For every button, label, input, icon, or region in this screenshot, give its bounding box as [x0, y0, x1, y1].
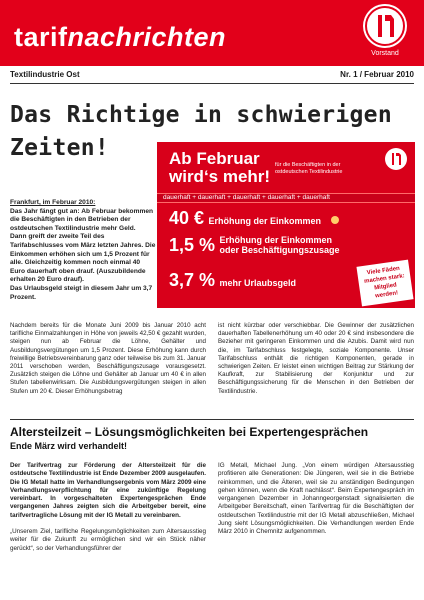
poster-title-line1: Ab Februar — [169, 149, 260, 168]
divider — [10, 83, 414, 84]
lead-text — [10, 199, 156, 302]
page-headline: Das Richtige in schwierigen Zeiten! — [10, 102, 392, 161]
masthead-title-part1: tarif — [14, 22, 68, 52]
poster-title — [169, 150, 270, 186]
body-column-left — [10, 322, 206, 396]
section-subtitle: Ende März wird verhandelt! — [10, 441, 128, 451]
body-column-left — [10, 462, 206, 553]
poster-item-1 — [169, 208, 339, 229]
section-label: Textilindustrie Ost — [10, 70, 80, 79]
poster-item-2-value: 1,5 % — [169, 235, 216, 255]
poster-item-3-text: mehr Urlaubsgeld — [219, 278, 297, 288]
masthead-banner — [0, 0, 424, 66]
poster-item-1-text: Erhöhung der Einkommen — [208, 216, 322, 226]
smiley-icon — [331, 216, 339, 224]
body-paragraph: IG Metall, Michael Jung. „Von einem würdigen Altersausstieg profitieren alle Generationen: Die Jüngeren, weil sie in die Betriebe reinkommen, und die Älteren, weil sie zu anständigen Bedingungen gehen können, wenn die Kraft nachlässt“. Beim Expertengespräch im vergangenen Dezember in Johanngeorgenstadt signalisierten die Arbeitgeber Bereitschaft, einen Tarifvertrag für die Beschäftigten der ostdeutschen Textilindustrie mit der IG Metall abzuschließen, Michael Jung sieht Lösungsmöglichkeiten. Die Verhandlungen werden Ende März 2010 in Chemnitz aufgenommen. — [218, 462, 414, 536]
article-body-2 — [10, 462, 414, 553]
campaign-poster — [157, 142, 415, 308]
poster-audience: für die Beschäftigten in der ostdeutschen Textilindustrie — [275, 162, 343, 175]
quote-paragraph: „Unserem Ziel, tarifliche Regelungsmöglichkeiten zum Altersausstieg weiter für die Zukunft zu ermöglichen sind wir ein Stück näher gerückt“, so der Verhandlungsführer der — [10, 528, 206, 552]
poster-item-1-value: 40 € — [169, 208, 205, 228]
masthead-title-part2: nachrichten — [67, 22, 227, 52]
poster-item-2-text-a: Erhöhung der Einkommen — [219, 235, 332, 245]
poster-logo-icon — [385, 148, 407, 170]
poster-item-2 — [169, 235, 340, 256]
lead-dateline: Frankfurt, im Februar 2010: — [10, 199, 96, 206]
issue-line — [10, 70, 414, 82]
section-title: Altersteilzeit – Lösungsmöglichkeiten bei Expertengesprächen — [10, 425, 369, 439]
membership-stamp: Viele Fäden machen stark: Mitglied werden! — [356, 260, 413, 307]
lead-paragraph: Dann greift der zweite Teil des Tarifabschlusses vom März letzten Jahres. Die Einkommen erhöhen sich um 1,5 Prozent für alle. Gleichzeitig kommen noch einmal 40 Euro dauerhaft oben drauf. (Auszubildende erhalten 20 Euro drauf). — [10, 233, 156, 284]
body-paragraph: ist nicht kürzbar oder verschiebbar. Die Gewinner der zusätzlichen dauerhaften Tabellenerhöhung um 40 oder 20 € sind insbesondere die Bezieher mit geringeren Einkommen und die Azubis. Damit wird nun die, im Tarifabschluss festgelegte, soziale Komponente. Unser Tarifabschluss enthält die richtigen Komponenten, gerade in schwierigen Zeiten. Er leistet einen wichtigen Beitrag zur Stärkung der Kaufkraft, zur Stabilisierung der Konjunktur und zur Beschäftigungssicherung für die Menschen in den Betrieben der Textilindustrie. — [218, 322, 414, 395]
poster-item-2-text-b: oder Beschäftigungszusage — [219, 245, 340, 255]
body-column-right — [218, 462, 414, 553]
logo-subtitle: Vorstand — [371, 50, 399, 57]
poster-item-3-value: 3,7 % — [169, 270, 216, 290]
lead-paragraph: Das Jahr fängt gut an: Ab Februar bekommen die Beschäftigten in den Betrieben der ostdeutschen Textilindustrie mehr Geld. — [10, 207, 154, 232]
poster-strip: dauerhaft + dauerhaft + dauerhaft + dauerhaft + dauerhaft — [157, 193, 415, 203]
divider — [10, 419, 414, 420]
ig-metall-seal-icon — [363, 4, 407, 48]
ig-metall-logo — [360, 4, 410, 62]
article-body-1 — [10, 322, 414, 396]
body-column-right — [218, 322, 414, 396]
masthead-title — [14, 22, 226, 52]
intro-paragraph: Der Tarifvertrag zur Förderung der Altersteilzeit für die ostdeutsche Textilindustrie ist Ende Dezember 2009 ausgelaufen. Die IG Metall hatte im Verhandlungsergebnis vom März 2009 eine Verhandlungsverpflichtung für eine zukünftige Regelung vereinbart. In vorgeschalteten Expertengesprächen Ende vergangenen Jahres zeigten sich die Arbeitgeber bereit, eine tarifvertragliche Lösung mit der IG Metall zu vereinbaren. — [10, 462, 206, 519]
body-paragraph: Nachdem bereits für die Monate Juni 2009 bis Januar 2010 acht tarifliche Einmalzahlungen in Höhe von jeweils 42,50 € gezahlt wurden, steigen nun ab Februar die Löhne, Gehälter und Ausbildungsvergütungen um 1,5 Prozent. Diese Erhöhung kann durch freiwillige Betriebsvereinbarung ganz oder teilweise bis zum 31. Januar 2011 verschoben werden, Beschäftigungszusage vorausgesetzt. Zusätzlich steigen die Löhne und Gehälter ab Januar um 40 € in allen Stufen tabellenwirksam. Die Ausbildungsvergütungen steigen in allen Stufen um 20 €. Dieser Erhöhungsbetrag — [10, 322, 206, 395]
poster-item-3 — [169, 270, 296, 291]
poster-title-line2: wird‘s mehr! — [169, 167, 271, 186]
issue-number: Nr. 1 / Februar 2010 — [340, 70, 414, 79]
lead-paragraph: Das Urlaubsgeld steigt in diesem Jahr um 3,7 Prozent. — [10, 284, 153, 301]
